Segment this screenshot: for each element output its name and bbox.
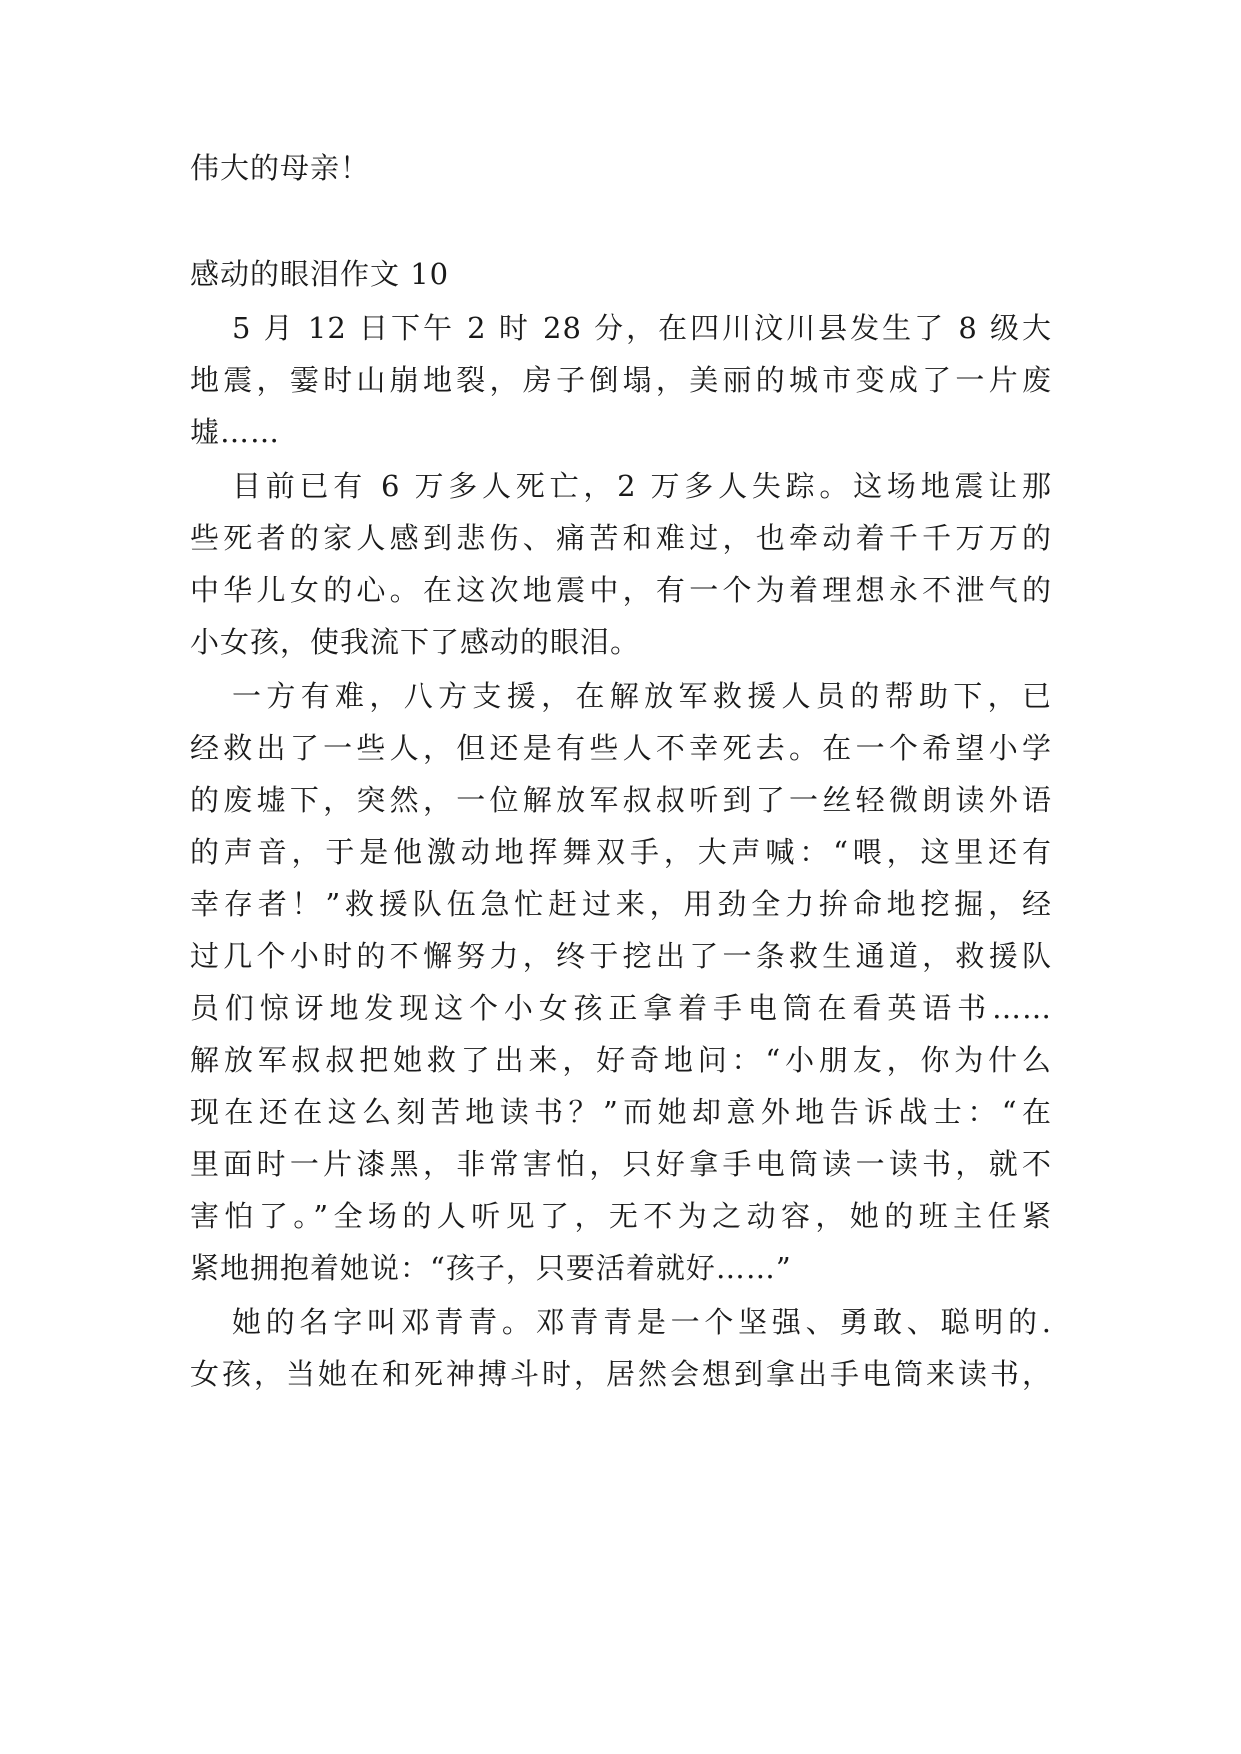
paragraph-2-line-2: 些死者的家人感到悲伤、痛苦和难过，也牵动着千千万万的 xyxy=(190,521,1052,555)
paragraph-4-line-1: 她的名字叫邓青青。邓青青是一个坚强、勇敢、聪明的. xyxy=(232,1305,1052,1339)
paragraph-3-line-2: 经救出了一些人，但还是有些人不幸死去。在一个希望小学 xyxy=(190,731,1052,765)
paragraph-2-line-1: 目前已有 6 万多人死亡，2 万多人失踪。这场地震让那 xyxy=(232,469,1052,503)
paragraph-3-line-6: 过几个小时的不懈努力，终于挖出了一条救生通道，救援队 xyxy=(190,939,1052,973)
paragraph-3-line-9: 现在还在这么刻苦地读书？”而她却意外地告诉战士：“在 xyxy=(190,1095,1052,1129)
paragraph-3-line-7: 员们惊讶地发现这个小女孩正拿着手电筒在看英语书…… xyxy=(190,991,1052,1025)
paragraph-3-line-1: 一方有难，八方支援，在解放军救援人员的帮助下，已 xyxy=(232,679,1052,713)
previous-essay-ending: 伟大的母亲！ xyxy=(190,151,371,185)
paragraph-3-line-5: 幸存者！”救援队伍急忙赶过来，用劲全力拚命地挖掘，经 xyxy=(190,887,1052,921)
paragraph-4-line-2: 女孩，当她在和死神搏斗时，居然会想到拿出手电筒来读书， xyxy=(190,1357,1052,1391)
paragraph-1-line-3: 墟…… xyxy=(190,415,281,449)
essay-heading: 感动的眼泪作文 10 xyxy=(190,257,450,291)
paragraph-3-line-10: 里面时一片漆黑，非常害怕，只好拿手电筒读一读书，就不 xyxy=(190,1147,1052,1181)
paragraph-2-line-4: 小女孩，使我流下了感动的眼泪。 xyxy=(190,625,641,659)
paragraph-3-line-8: 解放军叔叔把她救了出来，好奇地问：“小朋友，你为什么 xyxy=(190,1043,1052,1077)
paragraph-3-line-11: 害怕了。”全场的人听见了，无不为之动容，她的班主任紧 xyxy=(190,1199,1052,1233)
paragraph-3-line-3: 的废墟下，突然，一位解放军叔叔听到了一丝轻微朗读外语 xyxy=(190,783,1052,817)
paragraph-3-line-12: 紧地拥抱着她说：“孩子，只要活着就好……” xyxy=(190,1251,792,1285)
paragraph-1-line-2: 地震，霎时山崩地裂，房子倒塌，美丽的城市变成了一片废 xyxy=(190,363,1052,397)
paragraph-1-line-1: 5 月 12 日下午 2 时 28 分，在四川汶川县发生了 8 级大 xyxy=(232,311,1052,345)
paragraph-2-line-3: 中华儿女的心。在这次地震中，有一个为着理想永不泄气的 xyxy=(190,573,1052,607)
paragraph-3-line-4: 的声音，于是他激动地挥舞双手，大声喊：“喂，这里还有 xyxy=(190,835,1052,869)
